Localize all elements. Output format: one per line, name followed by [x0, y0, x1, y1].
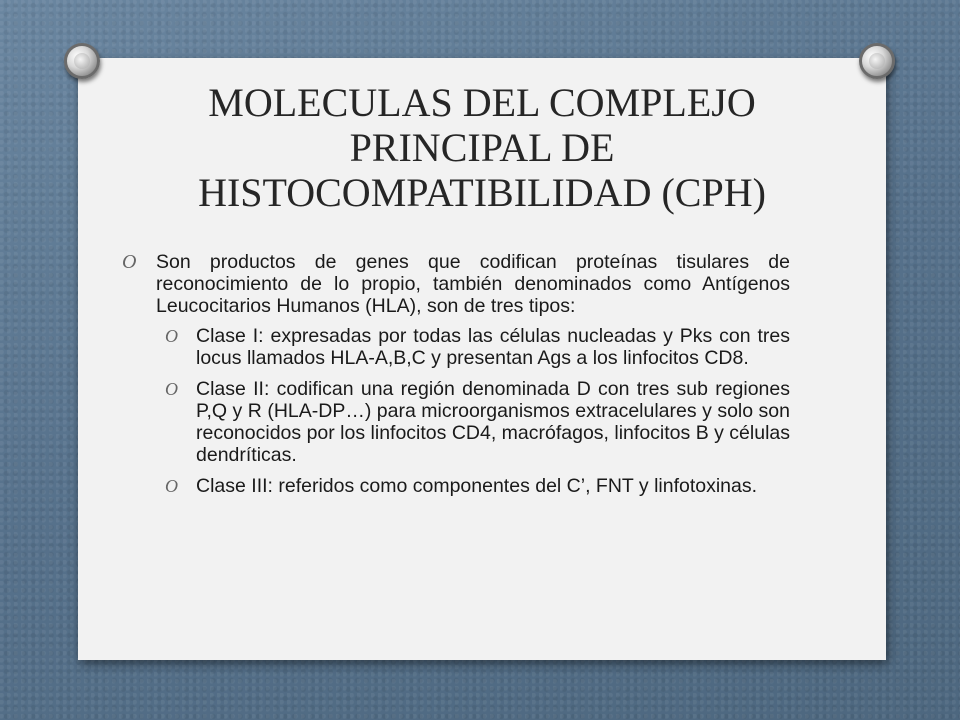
main-bullet [122, 251, 790, 317]
slide-body [122, 251, 790, 506]
sub-bullet-list [165, 325, 790, 497]
slide-title [78, 80, 886, 215]
bullet-marker-icon: O [165, 476, 178, 496]
slide-card [78, 58, 886, 660]
sub-bullet-class-3 [165, 475, 790, 497]
pushpin-icon [64, 43, 100, 79]
main-bullet-text: Son productos de genes que codifican proteínas tisulares de reconocimiento de lo propio, también denominados como Antígenos Leucocitarios Humanos (HLA), son de tres tipos: [156, 251, 790, 317]
title-line-2: PRINCIPAL DE [349, 125, 615, 170]
sub-bullet-text: Clase I: expresadas por todas las células nucleadas y Pks con tres locus llamados HLA-A,B,C y presentan Ags a los linfocitos CD8. [196, 325, 790, 369]
sub-bullet-class-2 [165, 378, 790, 466]
bullet-marker-icon: O [165, 326, 178, 346]
pushpin-icon [859, 43, 895, 79]
sub-bullet-class-1 [165, 325, 790, 369]
sub-bullet-text: Clase II: codifican una región denominada D con tres sub regiones P,Q y R (HLA-DP…) para microorganismos extracelulares y solo son reconocidos por los linfocitos CD4, macrófagos, linfocitos B y células dendríticas. [196, 378, 790, 466]
title-line-3: HISTOCOMPATIBILIDAD (CPH) [198, 170, 766, 215]
bullet-marker-icon: O [165, 379, 178, 399]
bullet-marker-icon: O [122, 251, 137, 273]
title-line-1: MOLECULAS DEL COMPLEJO [208, 80, 756, 125]
sub-bullet-text: Clase III: referidos como componentes del C’, FNT y linfotoxinas. [196, 475, 758, 497]
